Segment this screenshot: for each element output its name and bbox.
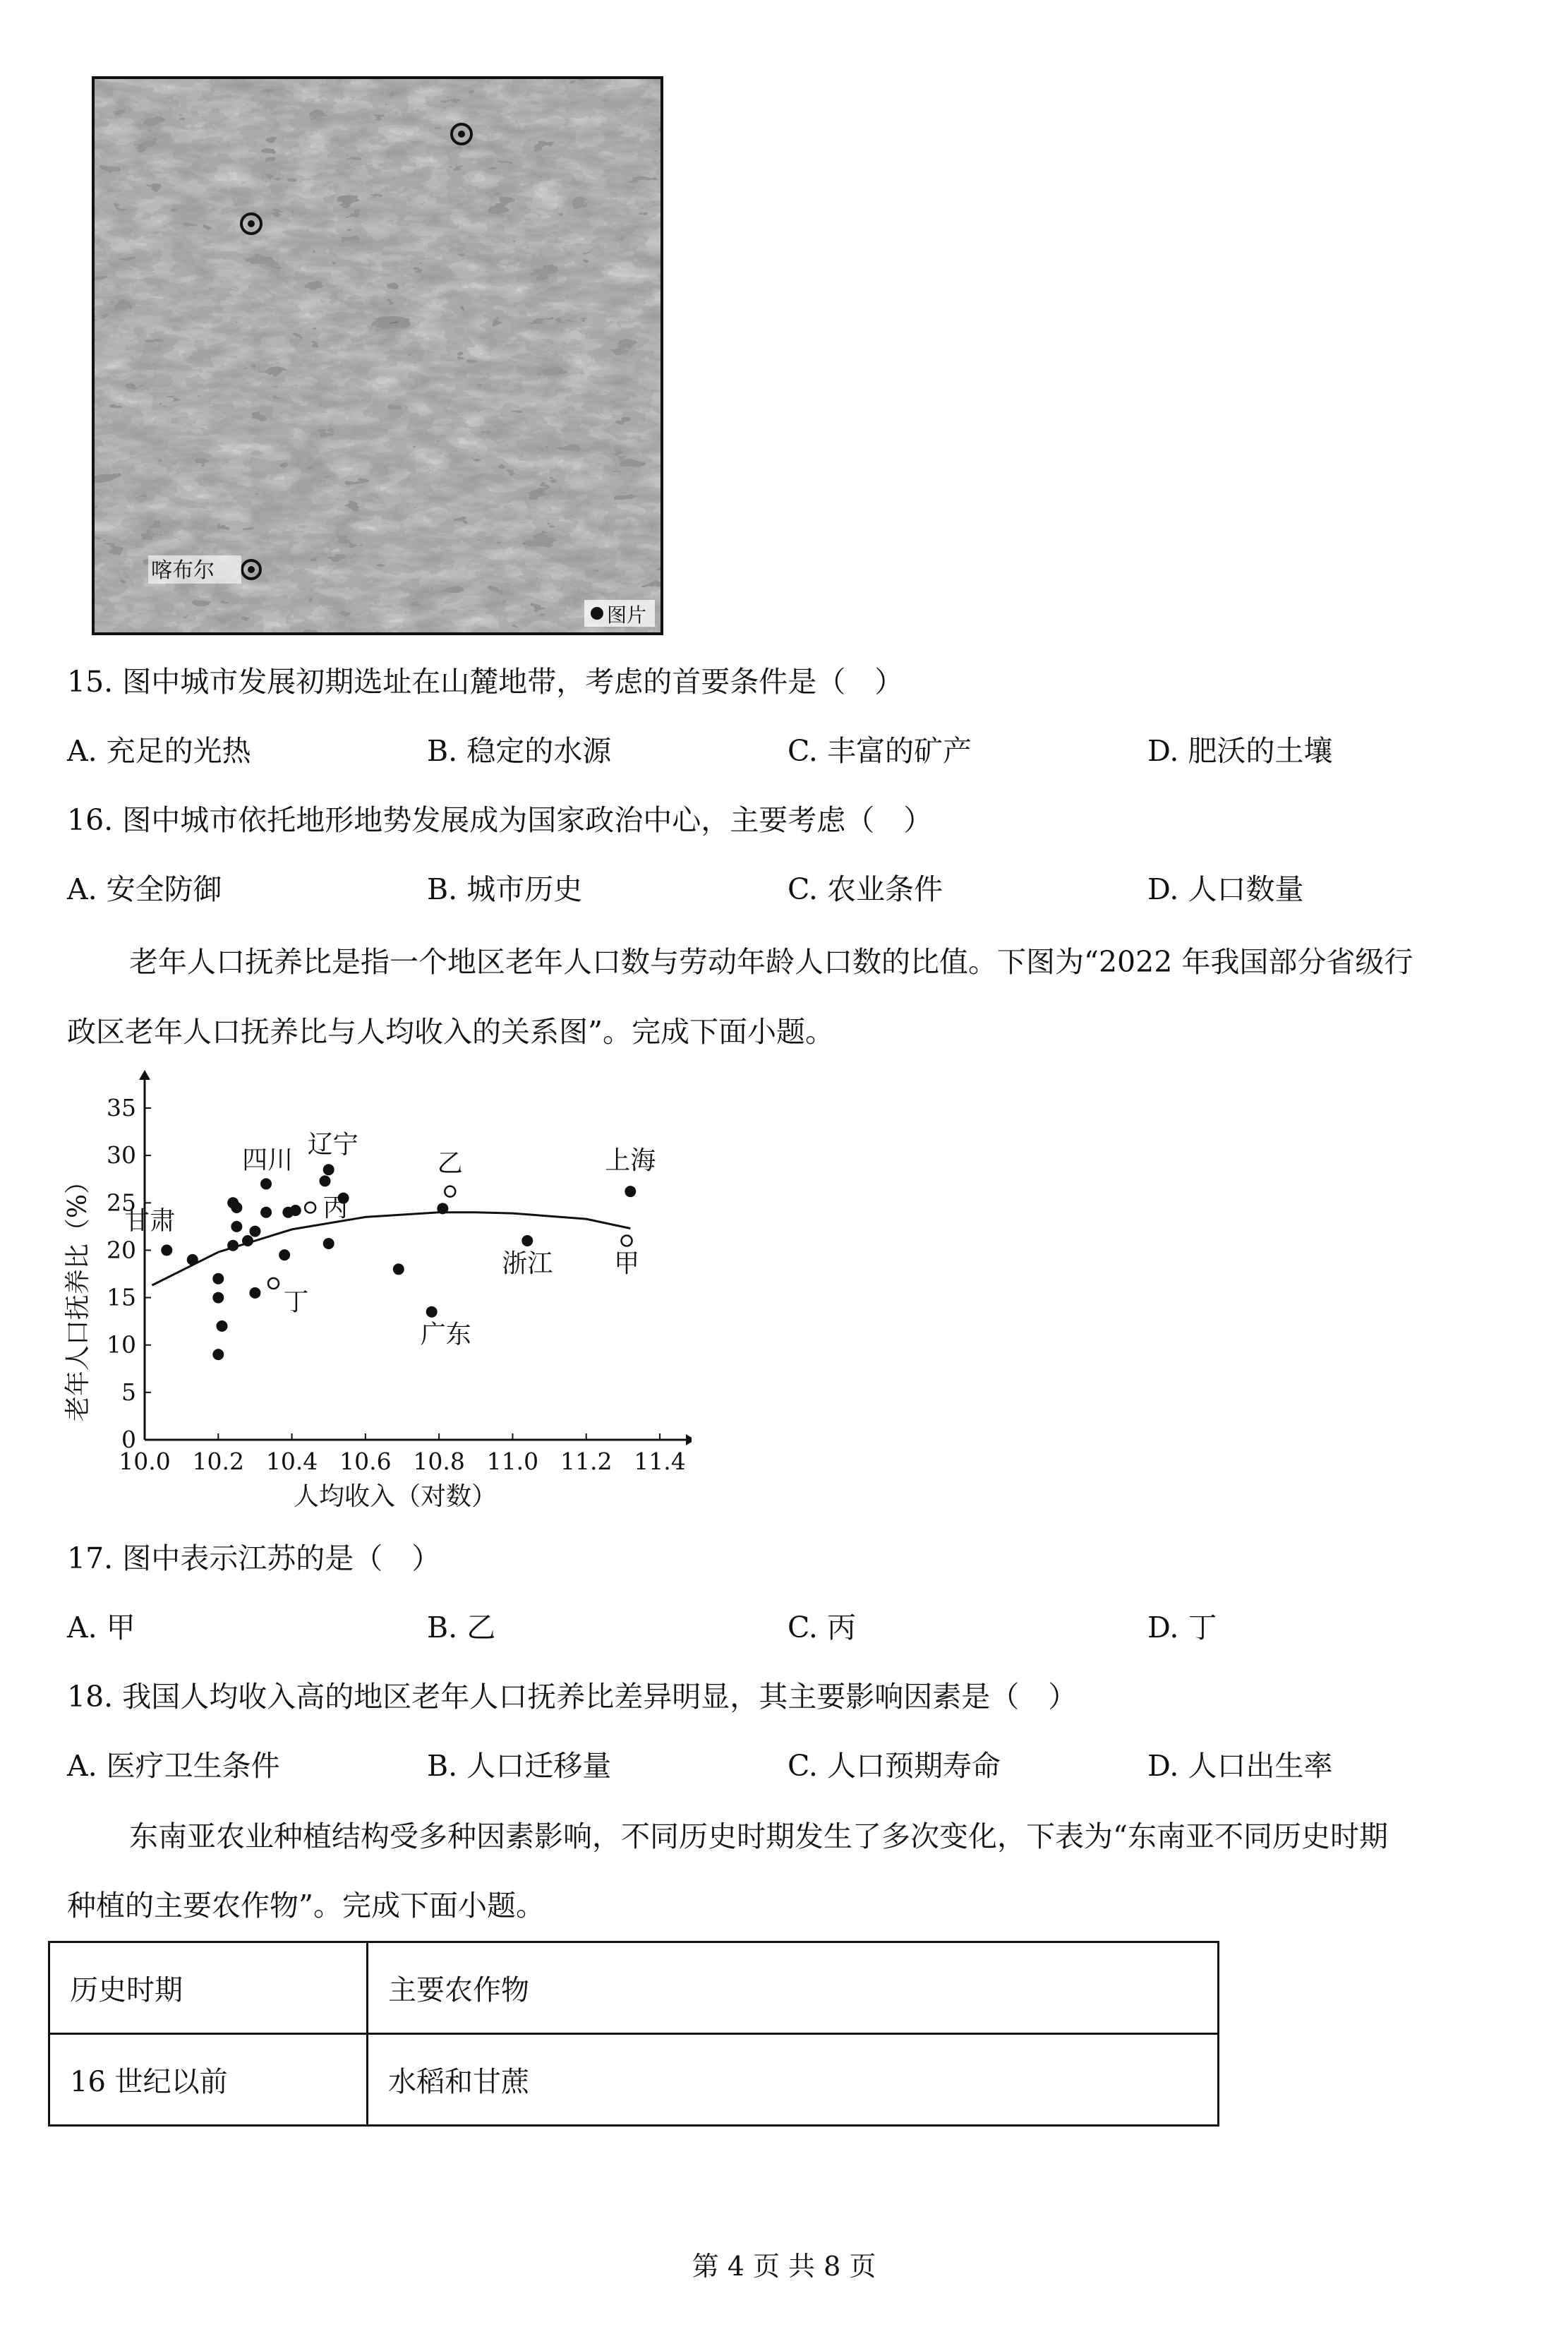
y-axis-title: 老年人口抚养比（%） bbox=[64, 1168, 92, 1422]
data-point-label: 四川 bbox=[242, 1145, 294, 1175]
y-tick-label: 30 bbox=[107, 1141, 136, 1169]
q17-stem: 17. 图中表示江苏的是（ ） bbox=[67, 1541, 441, 1575]
data-point bbox=[279, 1249, 290, 1261]
table-cell: 16 世纪以前 bbox=[49, 2034, 368, 2126]
data-point bbox=[625, 1186, 636, 1197]
x-tick-label: 10.2 bbox=[192, 1448, 245, 1475]
data-point-label: 丙 bbox=[322, 1193, 349, 1222]
x-tick-label: 11.2 bbox=[560, 1448, 613, 1475]
table-header-cell: 历史时期 bbox=[49, 1942, 368, 2034]
terrain-map-image bbox=[92, 76, 663, 635]
q16-option-a[interactable]: A. 安全防御 bbox=[67, 872, 222, 906]
data-point bbox=[260, 1178, 272, 1189]
x-tick-label: 10.4 bbox=[265, 1448, 318, 1475]
q15-stem: 15. 图中城市发展初期选址在山麓地带，考虑的首要条件是（ ） bbox=[67, 665, 904, 699]
q18-option-b[interactable]: B. 人口迁移量 bbox=[427, 1749, 612, 1783]
y-tick-label: 35 bbox=[107, 1094, 136, 1121]
y-tick-label: 20 bbox=[107, 1236, 136, 1264]
data-point bbox=[426, 1306, 438, 1318]
data-point bbox=[231, 1221, 242, 1232]
map-source-label: 图片 bbox=[607, 603, 647, 627]
q17-option-c[interactable]: C. 丙 bbox=[788, 1611, 856, 1644]
data-point bbox=[393, 1263, 404, 1275]
table-row bbox=[49, 2034, 1219, 2126]
x-axis-title: 人均收入（对数） bbox=[293, 1482, 497, 1511]
x-axis-arrow-icon bbox=[686, 1434, 692, 1445]
y-axis-arrow-icon bbox=[139, 1070, 150, 1080]
q16-option-c[interactable]: C. 农业条件 bbox=[788, 872, 943, 906]
data-point bbox=[212, 1292, 224, 1304]
y-tick-label: 0 bbox=[121, 1426, 136, 1453]
x-tick-label: 10.0 bbox=[119, 1448, 171, 1475]
data-point-label: 丁 bbox=[283, 1287, 309, 1317]
table-header-row bbox=[49, 1942, 1219, 2034]
data-point-label: 上海 bbox=[605, 1146, 656, 1176]
y-tick-label: 15 bbox=[107, 1283, 136, 1311]
data-point bbox=[323, 1164, 334, 1175]
y-tick-label: 5 bbox=[121, 1378, 136, 1406]
q16-option-d[interactable]: D. 人口数量 bbox=[1147, 872, 1304, 906]
y-tick-label: 25 bbox=[107, 1189, 136, 1217]
data-point bbox=[212, 1349, 224, 1360]
q17-option-b[interactable]: B. 乙 bbox=[427, 1611, 496, 1644]
q15-option-b[interactable]: B. 稳定的水源 bbox=[427, 734, 612, 768]
data-point bbox=[249, 1226, 260, 1237]
trend-curve bbox=[152, 1213, 630, 1285]
x-tick-label: 10.6 bbox=[339, 1448, 392, 1475]
scatter-chart bbox=[56, 1066, 692, 1532]
data-point-label: 甘肃 bbox=[124, 1206, 176, 1236]
data-point bbox=[323, 1238, 334, 1249]
data-point bbox=[521, 1235, 533, 1246]
data-point bbox=[217, 1321, 228, 1332]
map-logo-icon bbox=[591, 607, 603, 620]
terrain-map-drawing bbox=[95, 79, 661, 632]
data-point bbox=[161, 1244, 172, 1256]
city-label: 喀布尔 bbox=[151, 558, 215, 583]
scatter-chart-svg bbox=[56, 1066, 692, 1532]
data-point bbox=[290, 1205, 301, 1216]
data-point bbox=[227, 1240, 239, 1251]
data-point bbox=[187, 1254, 198, 1265]
q15-option-d[interactable]: D. 肥沃的土壤 bbox=[1147, 734, 1333, 768]
q18-option-c[interactable]: C. 人口预期寿命 bbox=[788, 1749, 1001, 1783]
x-tick-label: 10.8 bbox=[413, 1448, 465, 1475]
table-header-cell: 主要农作物 bbox=[368, 1942, 1219, 2034]
x-tick-label: 11.4 bbox=[634, 1448, 686, 1475]
data-point bbox=[212, 1273, 224, 1285]
crop-table bbox=[48, 1941, 1219, 2127]
data-point bbox=[249, 1287, 260, 1299]
data-point bbox=[260, 1207, 272, 1218]
table-cell: 水稻和甘蔗 bbox=[368, 2034, 1219, 2126]
y-tick-label: 10 bbox=[107, 1330, 136, 1359]
data-point-label: 甲 bbox=[614, 1249, 640, 1278]
data-point-label: 浙江 bbox=[502, 1249, 553, 1278]
data-point-label: 辽宁 bbox=[307, 1130, 358, 1160]
q18-option-d[interactable]: D. 人口出生率 bbox=[1147, 1749, 1333, 1783]
data-point-label: 广东 bbox=[420, 1320, 471, 1349]
q18-stem: 18. 我国人均收入高的地区老年人口抚养比差异明显，其主要影响因素是（ ） bbox=[67, 1680, 1078, 1714]
data-point bbox=[231, 1202, 242, 1213]
intro-elderly-line2: 政区老年人口抚养比与人均收入的关系图”。完成下面小题。 bbox=[67, 1015, 834, 1049]
data-point-open bbox=[305, 1203, 315, 1213]
q18-option-a[interactable]: A. 医疗卫生条件 bbox=[67, 1749, 280, 1783]
data-point bbox=[242, 1235, 253, 1246]
q15-option-a[interactable]: A. 充足的光热 bbox=[67, 734, 251, 768]
data-point-open bbox=[268, 1278, 279, 1289]
q16-option-b[interactable]: B. 城市历史 bbox=[427, 872, 583, 906]
intro-sea-line2: 种植的主要农作物”。完成下面小题。 bbox=[67, 1889, 545, 1923]
intro-elderly-line1: 老年人口抚养比是指一个地区老年人口数与劳动年龄人口数的比值。下图为“2022 年我国部分省级行 bbox=[129, 945, 1413, 979]
data-point-open bbox=[622, 1236, 632, 1246]
data-point bbox=[320, 1175, 331, 1186]
intro-sea-line1: 东南亚农业种植结构受多种因素影响，不同历史时期发生了多次变化，下表为“东南亚不同历史时期 bbox=[129, 1819, 1388, 1853]
q17-option-d[interactable]: D. 丁 bbox=[1147, 1611, 1217, 1644]
data-point bbox=[437, 1203, 448, 1214]
data-point-label: 乙 bbox=[437, 1149, 463, 1179]
data-point-open bbox=[445, 1186, 455, 1197]
page-footer: 第 4 页 共 8 页 bbox=[692, 2251, 876, 2282]
q17-option-a[interactable]: A. 甲 bbox=[67, 1611, 135, 1644]
q16-stem: 16. 图中城市依托地形地势发展成为国家政治中心，主要考虑（ ） bbox=[67, 803, 933, 837]
x-tick-label: 11.0 bbox=[486, 1448, 539, 1475]
q15-option-c[interactable]: C. 丰富的矿产 bbox=[788, 734, 972, 768]
